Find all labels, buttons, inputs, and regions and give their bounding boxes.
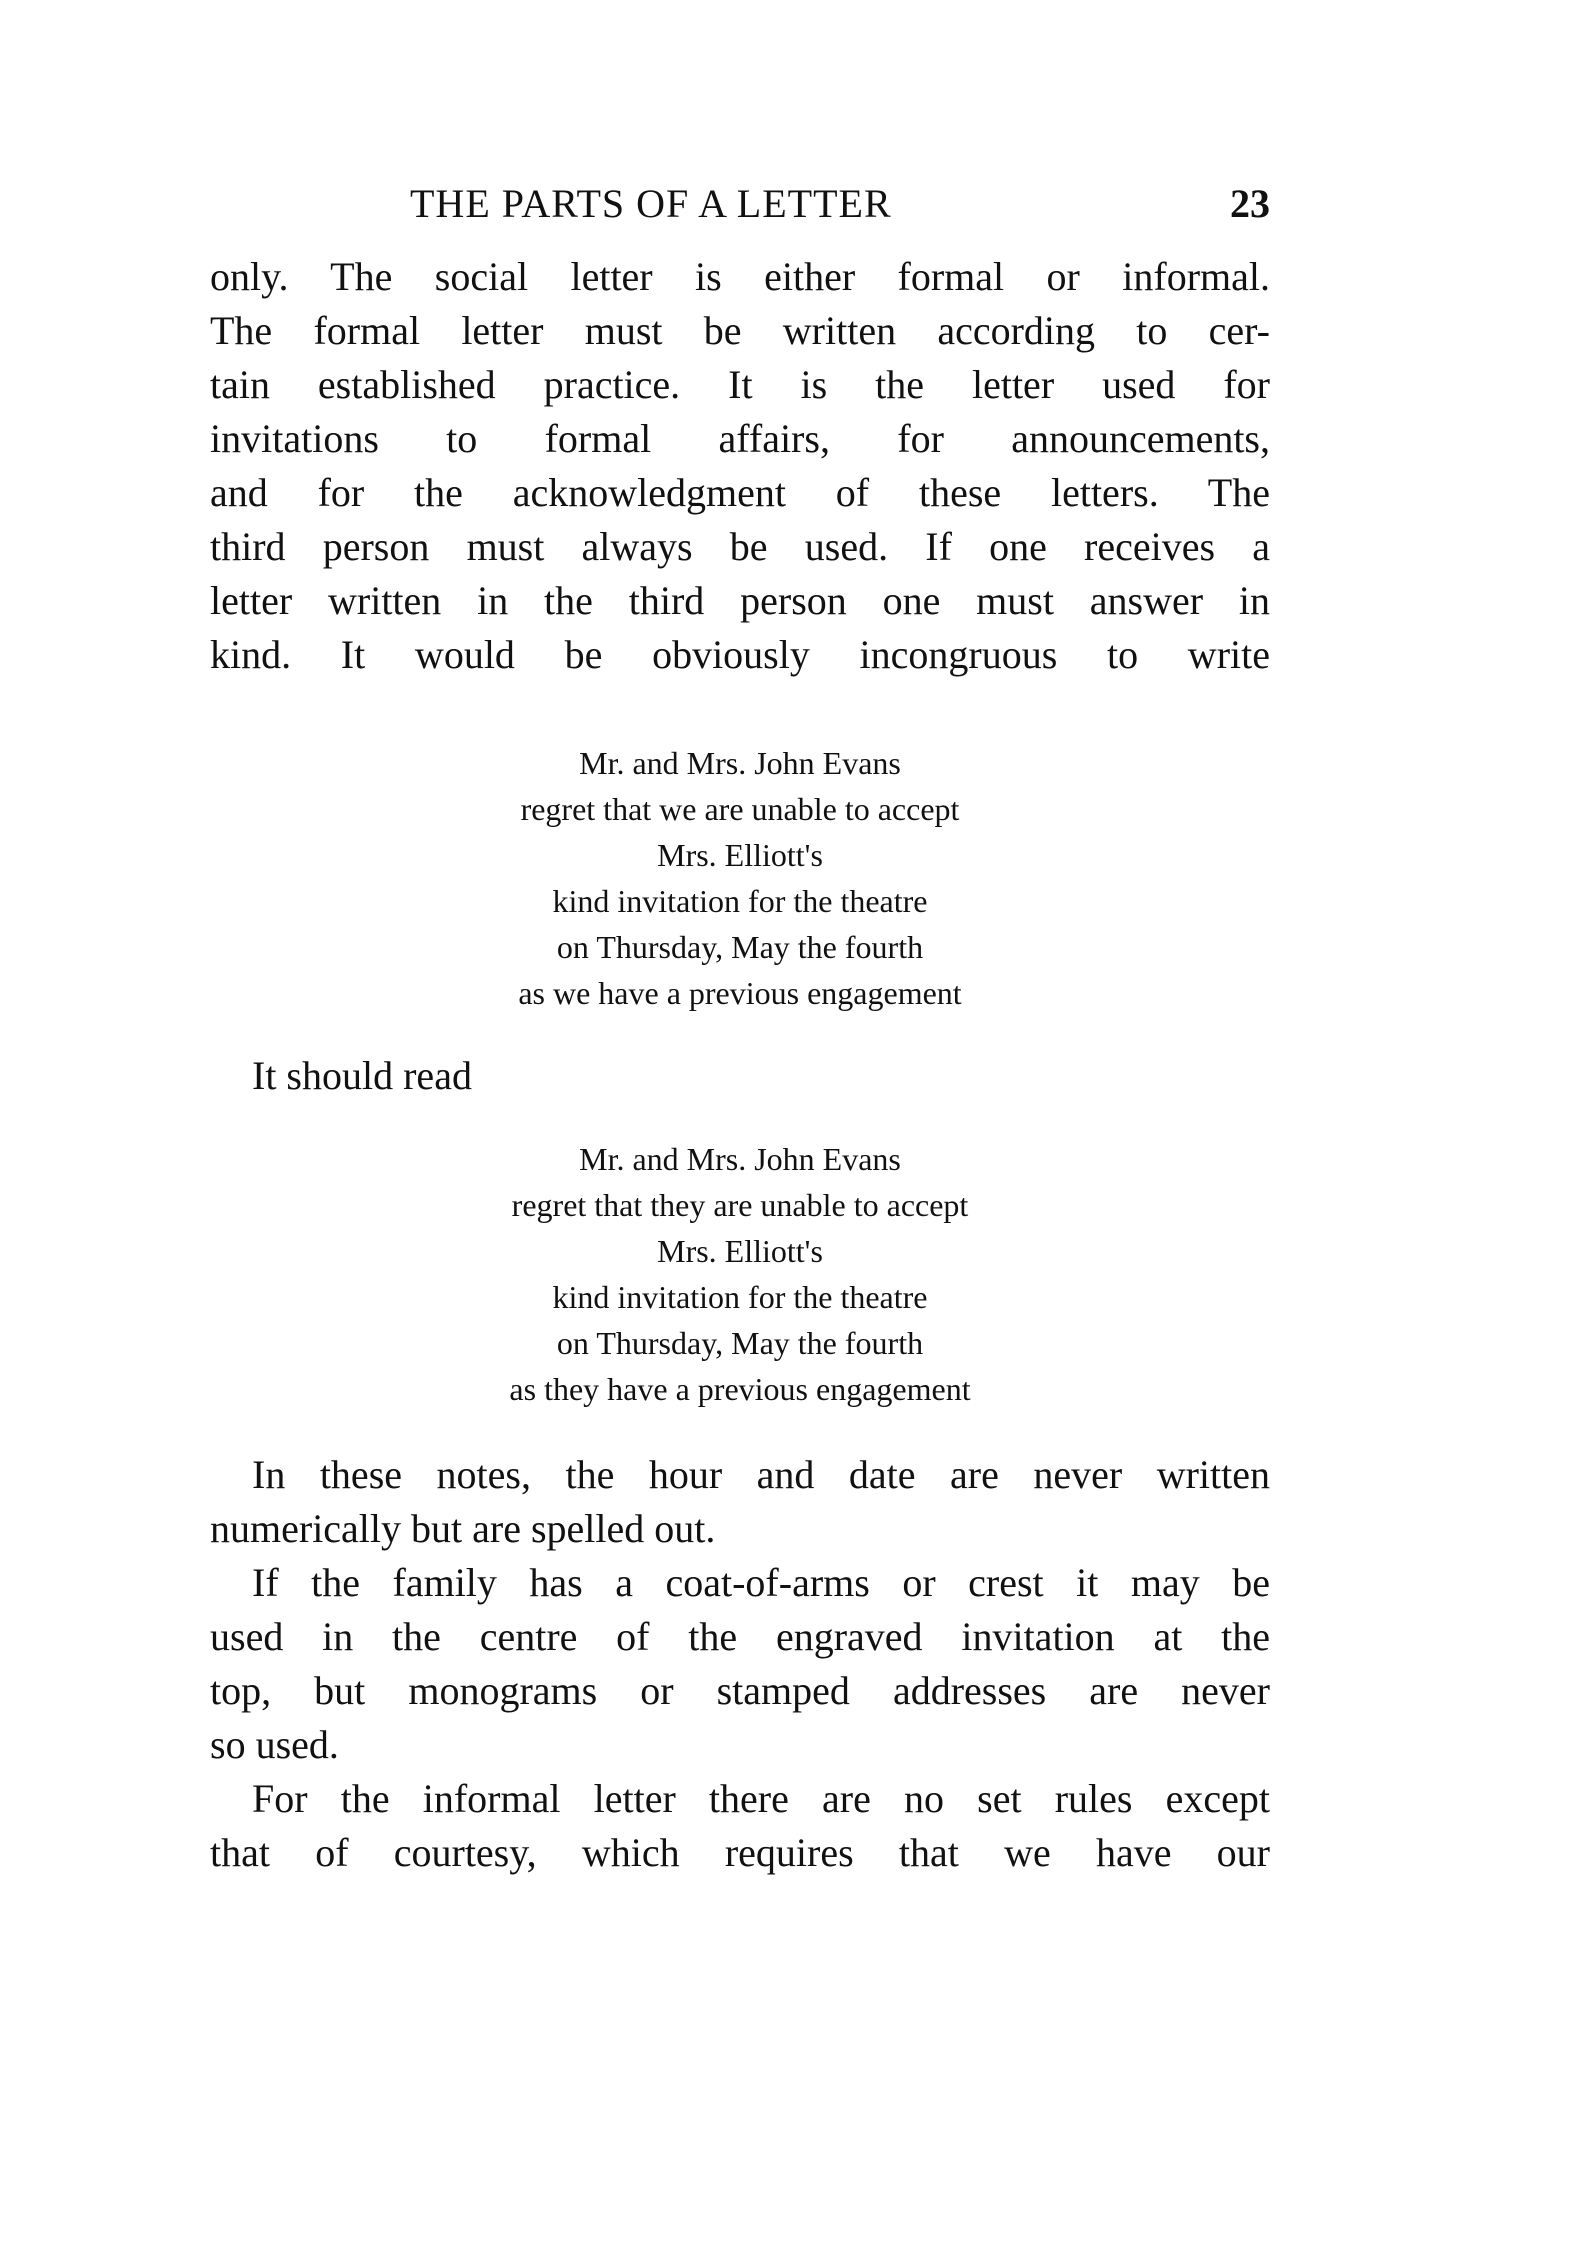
paragraph-informal-letter	[210, 1772, 1270, 1880]
page-number: 23	[1230, 181, 1270, 226]
example-line: on Thursday, May the fourth	[556, 929, 924, 965]
text-line: kind. It would be obviously incongruous to write	[210, 632, 1270, 677]
text-line: numerically but are spelled out.	[210, 1506, 716, 1551]
text-line: so used.	[210, 1722, 339, 1767]
text-line: top, but monograms or stamped addresses are never	[210, 1668, 1270, 1713]
paragraph-coat-of-arms	[210, 1556, 1270, 1772]
text-line: only. The social letter is either formal or informal.	[210, 254, 1270, 299]
incorrect-invitation-example	[360, 740, 1120, 1016]
text-line: letter written in the third person one must answer in	[210, 578, 1270, 623]
text-line: used in the centre of the engraved invitation at the	[210, 1614, 1270, 1659]
example-line: regret that we are unable to accept	[520, 791, 960, 827]
running-head	[210, 180, 1270, 240]
example-line: Mr. and Mrs. John Evans	[579, 745, 901, 781]
example-line: as we have a previous engagement	[518, 975, 962, 1011]
example-line: Mr. and Mrs. John Evans	[579, 1141, 901, 1177]
example-line: regret that they are unable to accept	[511, 1187, 969, 1223]
text-line: For the informal letter there are no set rules except	[252, 1776, 1270, 1821]
example-line: kind invitation for the theatre	[552, 883, 928, 919]
example-line: Mrs. Elliott's	[657, 1233, 823, 1269]
text-line: If the family has a coat-of-arms or crest it may be	[252, 1560, 1270, 1605]
text-line: tain established practice. It is the letter used for	[210, 362, 1270, 407]
text-line: and for the acknowledgment of these letters. The	[210, 470, 1270, 515]
example-line: kind invitation for the theatre	[552, 1279, 928, 1315]
text-line: In these notes, the hour and date are never written	[252, 1452, 1270, 1497]
example-line: Mrs. Elliott's	[657, 837, 823, 873]
paragraph-formal-letter	[210, 250, 1270, 682]
text-line: The formal letter must be written according to cer-	[210, 308, 1270, 353]
example-line: on Thursday, May the fourth	[556, 1325, 924, 1361]
text-line: invitations to formal affairs, for announcements,	[210, 416, 1270, 461]
running-title: THE PARTS OF A LETTER	[410, 181, 892, 226]
example-line: as they have a previous engagement	[509, 1371, 971, 1407]
text-line: that of courtesy, which requires that we have our	[210, 1830, 1270, 1875]
text-line: third person must always be used. If one receives a	[210, 524, 1270, 569]
transition-text: It should read	[252, 1053, 472, 1098]
paragraph-notes-spelled-out	[210, 1448, 1270, 1556]
correct-invitation-example	[360, 1136, 1120, 1412]
